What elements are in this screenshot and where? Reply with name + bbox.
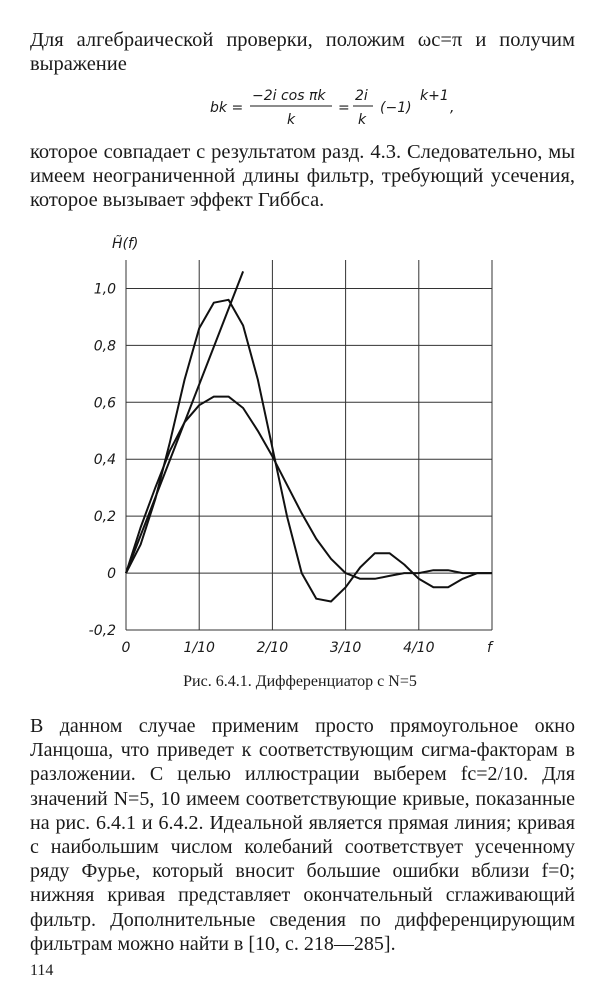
intro-paragraph: Для алгебраической проверки, положим ωc=π и получим выражение — [30, 29, 575, 75]
formula-num2: 2i — [355, 88, 368, 104]
formula-end: , — [450, 100, 455, 116]
x-axis-label: f — [487, 640, 492, 656]
x-tick-label: 0 — [121, 640, 131, 656]
y-tick-label: 0,2 — [93, 509, 116, 526]
formula-exponent: k+1 — [420, 88, 449, 104]
y-tick-label: 0 — [107, 566, 116, 583]
y-tick-label: 0,8 — [93, 338, 116, 355]
y-tick-label: 0,4 — [93, 452, 116, 469]
x-tick-label: 3/10 — [329, 640, 362, 656]
page-number: 114 — [30, 962, 54, 979]
y-tick-label: 0,6 — [93, 395, 116, 412]
x-tick-label: 4/10 — [403, 640, 435, 656]
result-paragraph: которое совпадает с результатом разд. 4.3. Следовательно, мы имеем неограниченной длины фильтр, требующий усечения, которое вызывает эффект Гиббса. — [30, 141, 575, 211]
figure-caption: Рис. 6.4.1. Дифференциатор с N=5 — [183, 673, 417, 690]
formula-num1: −2i cos πk — [252, 88, 326, 104]
formula-tail: (−1) — [380, 100, 412, 116]
y-tick-label: -0,2 — [88, 623, 116, 639]
formula-den1: k — [287, 112, 296, 128]
formula-den2: k — [358, 112, 367, 128]
formula-eq: = — [338, 100, 350, 116]
formula-bk — [210, 82, 480, 132]
formula-lhs: bk = — [210, 100, 244, 116]
series-line-3 — [126, 397, 492, 579]
x-tick-label: 1/10 — [183, 640, 215, 656]
body-paragraph: В данном случае применим просто прямоугольное окно Ланцоша, что приведет к соответствующим сигма-факторам в разложении. С целью иллюстрации выберем fc=2/10. Для значений N=5, 10 имеем соответствующие кривые, показанные на рис. 6.4.1 и 6.4.2. Идеальной является прямая линия; кривая с наибольшим числом колебаний соответствует усеченному ряду Фурье, который вносит большие ошибки вблизи f=0; нижняя кривая представляет окончательный сглаживающий фильтр. Дополнительные сведения по дифференцирующим фильтрам можно найти в [10, с. 218—285]. — [30, 715, 575, 955]
x-tick-label: 2/10 — [256, 640, 289, 656]
y-axis-label: H̃(f) — [112, 236, 139, 252]
y-tick-label: 1,0 — [93, 281, 116, 298]
differentiator-chart — [0, 232, 600, 672]
